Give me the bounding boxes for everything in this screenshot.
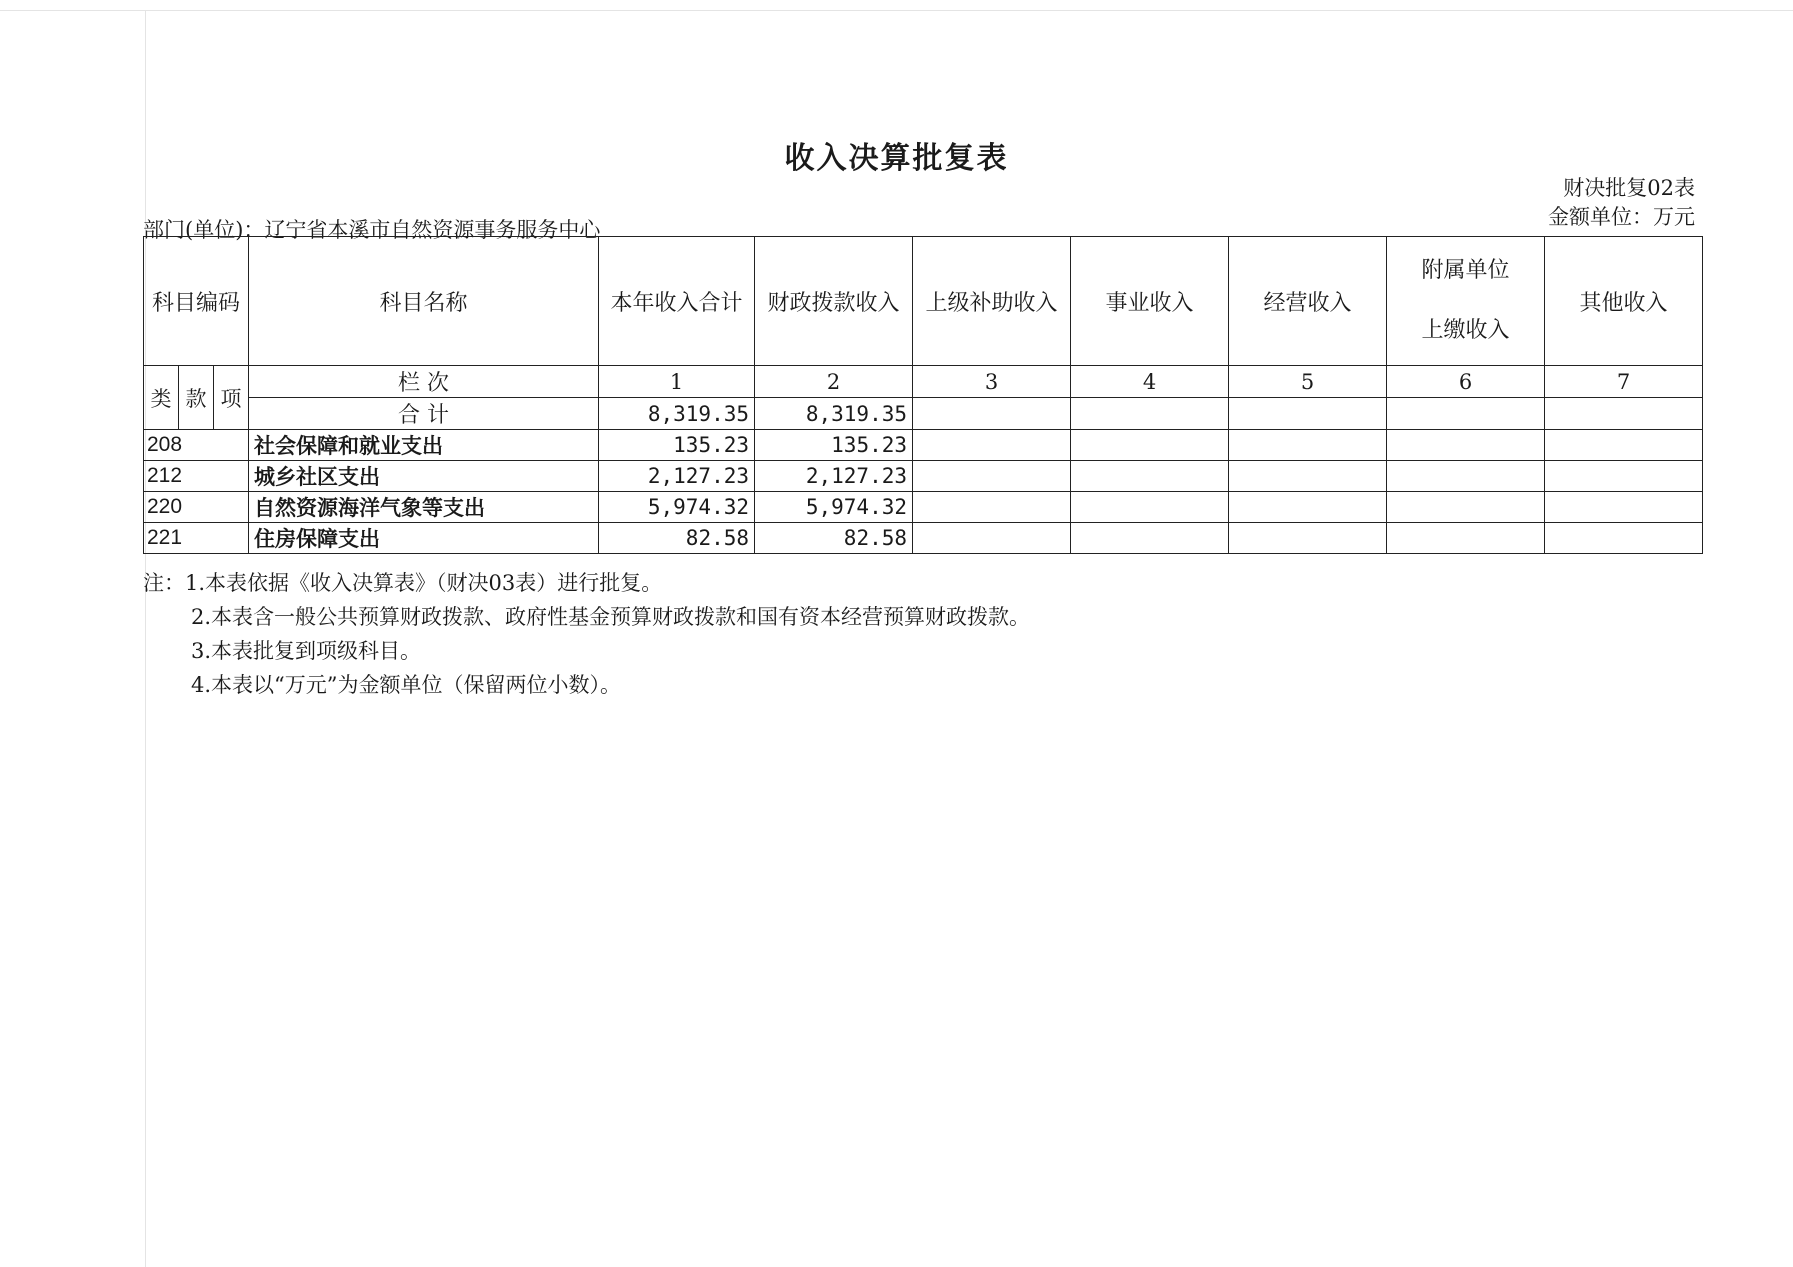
amount-unit: 金额单位：万元 [1548,205,1695,229]
row-fiscal-allocation: 82.58 [755,523,913,554]
row-name: 社会保障和就业支出 [249,430,599,461]
note-item: 注：1.本表依据《收入决算表》（财决03表）进行批复。 [143,571,663,595]
column-number: 2 [755,366,913,398]
table-row [144,523,1703,554]
form-code: 财决批复02表 [1563,176,1695,200]
header-superior-subsidy: 上级补助收入 [913,237,1071,366]
column-number: 5 [1229,366,1387,398]
column-number: 4 [1071,366,1229,398]
total-row [144,398,1703,430]
notes [143,566,1030,702]
row-name: 自然资源海洋气象等支出 [249,492,599,523]
row-total-income: 82.58 [599,523,755,554]
code-part-item: 项 [214,366,249,430]
row-fiscal-allocation: 135.23 [755,430,913,461]
code-part-section: 款 [179,366,214,430]
total-label: 合 计 [249,398,599,430]
header-other-income: 其他收入 [1545,237,1703,366]
header-affiliated-income [1387,237,1545,366]
table-row [144,461,1703,492]
row-total-income: 135.23 [599,430,755,461]
header-total-income: 本年收入合计 [599,237,755,366]
code-part-category: 类 [144,366,179,430]
total-income-value: 8,319.35 [599,398,755,430]
row-code: 221 [144,523,249,554]
row-name: 城乡社区支出 [249,461,599,492]
row-total-income: 2,127.23 [599,461,755,492]
row-code: 220 [144,492,249,523]
table-row [144,430,1703,461]
header-row [144,237,1703,366]
page-title: 收入决算批复表 [784,141,1009,176]
note-item: 3.本表批复到项级科目。 [191,639,422,663]
column-number-row [144,366,1703,398]
row-code: 208 [144,430,249,461]
column-number: 3 [913,366,1071,398]
department-label: 部门(单位)：辽宁省本溪市自然资源事务服务中心 [143,218,601,242]
header-business-income: 事业收入 [1071,237,1229,366]
column-number: 7 [1545,366,1703,398]
row-total-income: 5,974.32 [599,492,755,523]
header-subject-name: 科目名称 [249,237,599,366]
row-fiscal-allocation: 2,127.23 [755,461,913,492]
row-fiscal-allocation: 5,974.32 [755,492,913,523]
column-label: 栏 次 [249,366,599,398]
column-number: 1 [599,366,755,398]
column-number: 6 [1387,366,1545,398]
note-item: 4.本表以“万元”为金额单位（保留两位小数）。 [191,673,622,697]
row-code: 212 [144,461,249,492]
note-item: 2.本表含一般公共预算财政拨款、政府性基金预算财政拨款和国有资本经营预算财政拨款。 [191,605,1031,629]
total-fiscal-value: 8,319.35 [755,398,913,430]
header-subject-code: 科目编码 [144,237,249,366]
page-top-edge [0,10,1793,11]
header-operating-income: 经营收入 [1229,237,1387,366]
notes-prefix: 注： [143,571,185,595]
header-affiliated-line1: 附属单位 [1421,258,1510,283]
table-row [144,492,1703,523]
header-fiscal-allocation: 财政拨款收入 [755,237,913,366]
income-approval-table [143,236,1703,554]
row-name: 住房保障支出 [249,523,599,554]
header-affiliated-line2: 上缴收入 [1421,318,1510,343]
